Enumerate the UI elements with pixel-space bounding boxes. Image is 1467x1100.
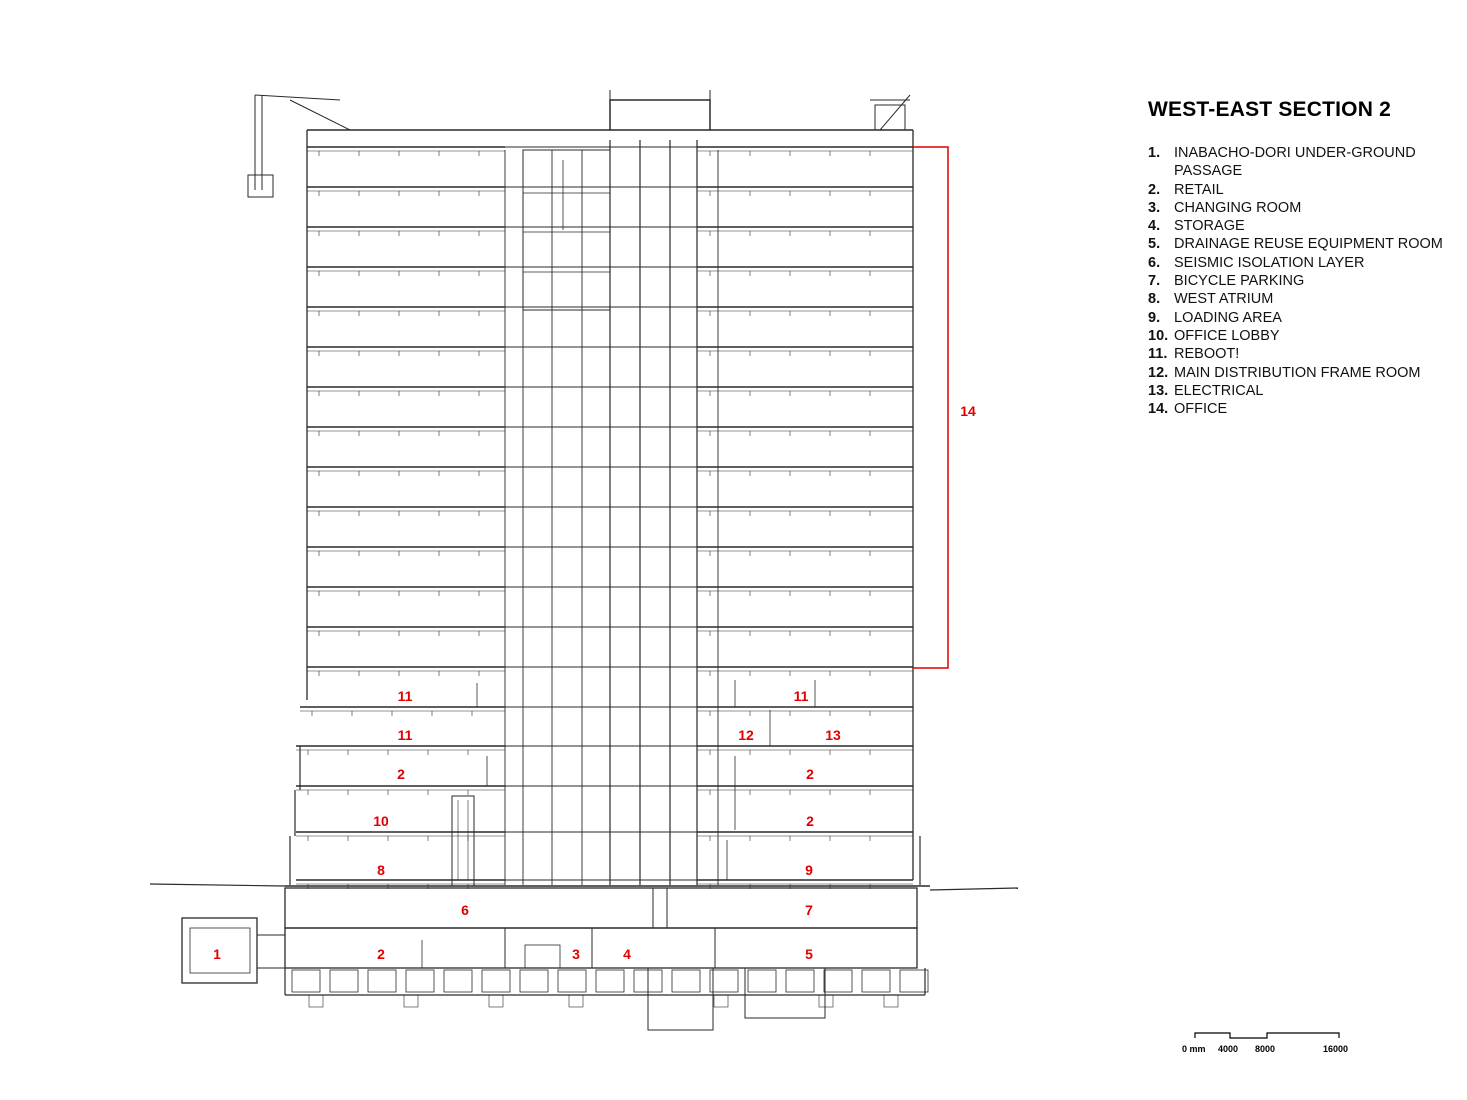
legend-label: SEISMIC ISOLATION LAYER — [1174, 254, 1365, 271]
legend-item-1 — [1148, 144, 1448, 181]
section-box — [489, 995, 503, 1007]
legend-item-6 — [1148, 254, 1448, 272]
section-box — [884, 995, 898, 1007]
section-box — [710, 970, 738, 992]
section-box — [285, 888, 917, 928]
legend-number: 1. — [1148, 145, 1161, 161]
legend-item-7 — [1148, 272, 1448, 290]
section-box — [452, 796, 474, 886]
section-line — [255, 95, 340, 100]
legend-label: INABACHO-DORI UNDER-GROUND PASSAGE — [1174, 145, 1416, 180]
scale-label-0: 0 mm — [1182, 1044, 1206, 1054]
section-box — [748, 970, 776, 992]
section-box — [596, 970, 624, 992]
section-box — [523, 150, 610, 310]
tag-bicycle-parking: 7 — [805, 902, 813, 918]
tag-drainage-room: 5 — [805, 946, 813, 962]
legend-number: 12. — [1148, 364, 1169, 381]
section-box — [610, 100, 710, 130]
scale-label-8000: 8000 — [1255, 1044, 1276, 1054]
section-box — [862, 970, 890, 992]
legend-item-4 — [1148, 217, 1448, 235]
legend-label: LOADING AREA — [1174, 309, 1282, 326]
legend-label: CHANGING ROOM — [1174, 199, 1302, 216]
legend-item-3 — [1148, 199, 1448, 217]
tag-underground-passage: 1 — [213, 946, 221, 962]
tag-office-lobby: 10 — [373, 813, 389, 829]
legend-label: REBOOT! — [1174, 346, 1240, 363]
scale-label-16000: 16000 — [1323, 1044, 1349, 1054]
tag-west-atrium: 8 — [377, 862, 385, 878]
legend-number: 3. — [1148, 199, 1161, 216]
legend-number: 10. — [1148, 327, 1169, 344]
legend-item-9 — [1148, 309, 1448, 327]
section-title: WEST-EAST SECTION 2 — [1148, 98, 1391, 121]
legend-label: DRAINAGE REUSE EQUIPMENT ROOM — [1174, 236, 1443, 253]
building-structure — [150, 90, 1018, 1030]
section-box — [819, 995, 833, 1007]
legend-number: 9. — [1148, 309, 1161, 326]
tag-mdf-room: 12 — [738, 727, 754, 743]
section-box — [525, 945, 560, 968]
legend-number: 8. — [1148, 291, 1161, 308]
legend-number: 7. — [1148, 273, 1161, 290]
legend-item-5 — [1148, 235, 1448, 253]
section-box — [292, 970, 320, 992]
section-box — [444, 970, 472, 992]
legend-number: 5. — [1148, 236, 1161, 253]
legend-label: WEST ATRIUM — [1174, 291, 1274, 308]
legend-number: 2. — [1148, 181, 1161, 198]
legend-item-2 — [1148, 181, 1448, 199]
legend-label: OFFICE LOBBY — [1174, 327, 1280, 344]
tag-retail-west-3f: 2 — [397, 766, 405, 782]
legend-number: 14. — [1148, 401, 1169, 418]
section-box — [248, 175, 273, 197]
legend-label: STORAGE — [1174, 218, 1245, 235]
legend-item-8 — [1148, 290, 1448, 308]
section-box — [404, 995, 418, 1007]
tag-office: 14 — [960, 403, 976, 419]
tag-changing-room: 3 — [572, 946, 580, 962]
tag-loading-area: 9 — [805, 862, 813, 878]
section-box — [824, 970, 852, 992]
office-bracket — [913, 147, 948, 668]
section-box — [309, 995, 323, 1007]
legend-item-10 — [1148, 327, 1448, 345]
section-line — [150, 884, 285, 886]
section-box — [520, 970, 548, 992]
tag-retail-east-3f: 2 — [806, 766, 814, 782]
legend — [1148, 144, 1448, 418]
section-line — [290, 100, 350, 130]
legend-item-14 — [1148, 400, 1448, 418]
section-box — [558, 970, 586, 992]
legend-label: ELECTRICAL — [1174, 382, 1264, 399]
section-box — [745, 968, 825, 1018]
scale-label-4000: 4000 — [1218, 1044, 1239, 1054]
section-box — [786, 970, 814, 992]
section-box — [714, 995, 728, 1007]
section-box — [900, 970, 928, 992]
section-box — [569, 995, 583, 1007]
section-box — [330, 970, 358, 992]
legend-item-12 — [1148, 364, 1448, 382]
section-box — [875, 105, 905, 130]
scale-bar — [1195, 1033, 1339, 1038]
legend-item-11 — [1148, 345, 1448, 363]
legend-number: 11. — [1148, 346, 1168, 363]
tag-reboot-east: 11 — [793, 688, 809, 704]
tag-electrical: 13 — [825, 727, 841, 743]
legend-label: RETAIL — [1174, 181, 1224, 198]
legend-label: BICYCLE PARKING — [1174, 273, 1305, 290]
tag-retail-east-2f: 2 — [806, 813, 814, 829]
tag-seismic-isolation: 6 — [461, 902, 469, 918]
tag-reboot-west-lower: 11 — [397, 727, 413, 743]
section-box — [482, 970, 510, 992]
section-box — [648, 968, 713, 1030]
tag-retail-basement: 2 — [377, 946, 385, 962]
section-box — [368, 970, 396, 992]
room-tags — [213, 403, 976, 962]
tag-reboot-west-upper: 11 — [397, 688, 413, 704]
legend-label: OFFICE — [1174, 401, 1228, 418]
section-box — [672, 970, 700, 992]
legend-item-13 — [1148, 382, 1448, 400]
legend-number: 4. — [1148, 218, 1161, 235]
section-line — [930, 888, 1018, 890]
legend-label: MAIN DISTRIBUTION FRAME ROOM — [1174, 364, 1421, 381]
legend-number: 13. — [1148, 382, 1169, 399]
section-box — [406, 970, 434, 992]
tag-storage: 4 — [623, 946, 631, 962]
legend-number: 6. — [1148, 254, 1161, 271]
